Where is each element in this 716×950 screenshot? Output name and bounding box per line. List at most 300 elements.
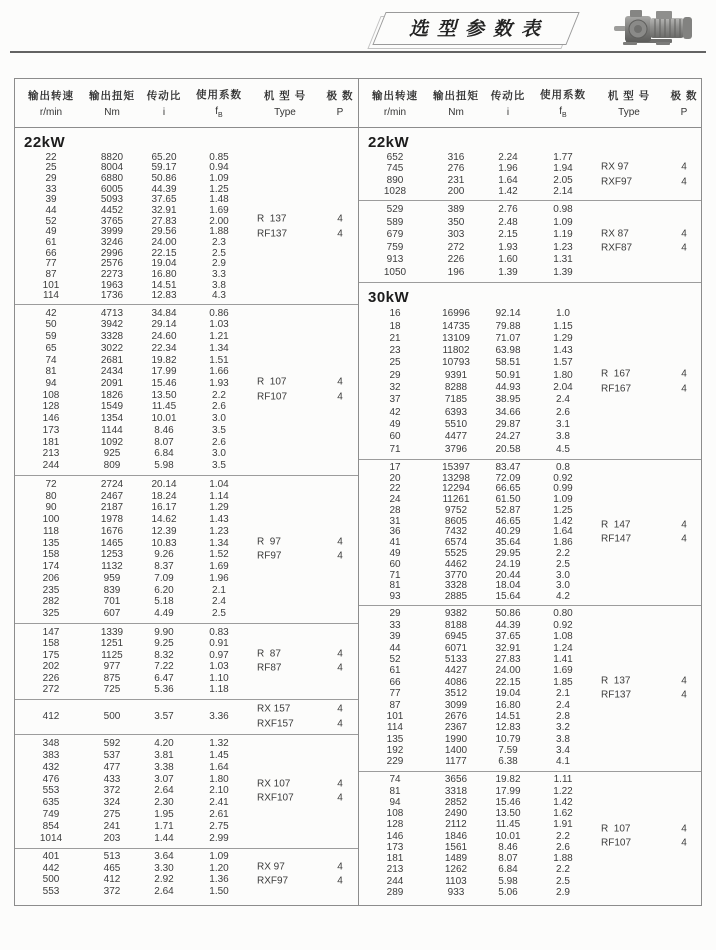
cell-ratio: 3.38: [154, 761, 174, 773]
pole-count: 4: [337, 875, 343, 887]
cell-ratio: 9.90: [154, 626, 174, 638]
cell-torque: 701: [103, 596, 121, 608]
cell-ratio: 15.46: [495, 796, 521, 808]
cell-ratio: 17.99: [495, 785, 521, 797]
cell-speed: 500: [42, 874, 60, 886]
cell-torque: 3246: [100, 236, 124, 248]
cell-speed: 74: [389, 774, 401, 786]
cell-ratio: 12.39: [151, 525, 177, 537]
cell-factor: 0.85: [209, 151, 229, 163]
cell-factor: 4.2: [556, 591, 570, 603]
cell-torque: 1676: [100, 525, 124, 537]
cell-torque: 2681: [100, 354, 124, 366]
cell-torque: 1339: [100, 626, 124, 638]
cell-speed: 28: [389, 504, 401, 516]
cell-factor: 0.97: [209, 649, 229, 661]
cell-torque: 925: [103, 448, 121, 460]
cell-torque: 5133: [444, 653, 468, 665]
cell-speed: 432: [42, 761, 60, 773]
cell-speed: 1014: [39, 833, 63, 845]
cell-factor: 1.93: [209, 378, 229, 390]
type-label: RF107: [601, 837, 632, 849]
cell-speed: 679: [386, 229, 404, 241]
pole-count: 4: [337, 550, 343, 562]
cell-factor: 1.31: [553, 254, 573, 266]
table-row: [15, 426, 358, 436]
cell-ratio: 58.51: [495, 357, 521, 369]
cell-speed: 52: [45, 215, 57, 227]
cell-speed: 22: [389, 483, 401, 495]
cell-speed: 17: [389, 461, 401, 473]
cell-torque: 1125: [101, 649, 123, 661]
cell-factor: 1.77: [553, 152, 573, 164]
cell-factor: 2.14: [553, 185, 573, 197]
model-type-line: [247, 860, 357, 875]
cell-speed: 325: [42, 608, 60, 620]
cell-speed: 147: [42, 626, 60, 638]
cell-factor: 2.99: [209, 833, 229, 845]
cell-ratio: 1.44: [154, 833, 174, 845]
column-header: [667, 88, 701, 118]
cell-torque: 4713: [100, 307, 124, 319]
model-type-line: [591, 533, 701, 548]
cell-speed: 87: [389, 699, 401, 711]
cell-speed: 383: [42, 749, 60, 761]
cell-speed: 39: [45, 194, 57, 206]
cell-factor: 1.80: [553, 369, 573, 381]
cell-speed: 42: [45, 307, 57, 319]
table-row: [15, 291, 358, 301]
cell-torque: 839: [103, 584, 121, 596]
pole-count: 4: [681, 368, 687, 380]
cell-factor: 1.66: [209, 366, 229, 378]
column-header-unit: r/min: [383, 107, 407, 118]
cell-factor: 2.2: [556, 548, 570, 560]
column-header-unit: $f_B$: [559, 106, 567, 119]
cell-torque: 1978: [100, 514, 124, 526]
cell-ratio: 72.09: [495, 472, 521, 484]
block-rows: [359, 307, 701, 457]
column-header-zh: 输出扭矩: [89, 90, 135, 102]
param-block: [359, 459, 701, 605]
cell-factor: 1.41: [553, 653, 573, 665]
cell-torque: 372: [103, 785, 121, 797]
type-label: R 87: [257, 648, 281, 659]
cell-ratio: 14.51: [151, 279, 177, 291]
cell-factor: 1.34: [209, 342, 229, 354]
cell-ratio: 1.39: [498, 266, 518, 278]
table-row: [359, 484, 701, 494]
cell-torque: 2112: [445, 819, 467, 831]
table-column-right: [358, 128, 701, 905]
cell-ratio: 7.59: [498, 745, 518, 757]
table-row: [15, 259, 358, 269]
cell-ratio: 5.98: [154, 460, 174, 472]
cell-factor: 3.1: [556, 418, 570, 430]
column-header-unit: $f_B$: [215, 106, 223, 119]
cell-ratio: 1.60: [498, 254, 518, 266]
cell-factor: 1.34: [209, 537, 229, 549]
cell-speed: 39: [389, 631, 401, 643]
table-row: [15, 597, 358, 607]
cell-ratio: 13.50: [151, 389, 177, 401]
cell-torque: 9391: [444, 369, 468, 381]
cell-factor: 1.19: [553, 229, 573, 241]
cell-torque: 275: [103, 809, 121, 821]
type-label: RXF97: [257, 875, 289, 887]
pole-count: 4: [681, 161, 687, 173]
cell-ratio: 6.38: [498, 756, 518, 768]
cell-torque: 1400: [444, 745, 468, 757]
type-label: R 137: [601, 675, 631, 686]
column-header-zh: 输出转速: [28, 90, 74, 102]
model-type-group: [591, 368, 701, 397]
cell-torque: 607: [103, 608, 121, 620]
table-row: [15, 834, 358, 844]
cell-ratio: 15.64: [495, 591, 521, 603]
table-row: [359, 495, 701, 505]
table-row: [359, 632, 701, 642]
cell-factor: 2.5: [556, 558, 570, 570]
block-rows: [15, 152, 358, 302]
cell-factor: 1.64: [553, 526, 573, 538]
param-block: [15, 734, 358, 848]
type-label: R 107: [601, 823, 631, 834]
cell-torque: 2996: [100, 247, 124, 259]
column-header-unit: r/min: [39, 107, 63, 118]
cell-factor: 1.04: [209, 478, 229, 490]
cell-factor: 2.5: [212, 608, 226, 620]
cell-speed: 66: [389, 676, 401, 688]
cell-ratio: 63.98: [495, 345, 521, 357]
pole-count: 4: [337, 792, 343, 804]
cell-factor: 1.39: [553, 266, 573, 278]
cell-torque: 7185: [444, 394, 468, 406]
table-row: [359, 395, 701, 405]
column-header: [481, 88, 535, 118]
table-row: [359, 463, 701, 473]
cell-factor: 2.4: [212, 596, 226, 608]
cell-factor: 2.41: [209, 797, 229, 809]
cell-speed: 173: [386, 841, 404, 853]
pole-count: 4: [337, 648, 343, 659]
cell-torque: 537: [103, 749, 121, 761]
model-type-line: [247, 792, 357, 807]
cell-torque: 1251: [100, 638, 124, 650]
cell-factor: 0.80: [553, 608, 573, 620]
cell-speed: 749: [42, 809, 60, 821]
model-type-group: [247, 376, 357, 405]
cell-ratio: 6.84: [498, 864, 518, 876]
block-rows: [15, 737, 358, 846]
cell-factor: 1.51: [209, 354, 229, 366]
pole-count: 4: [681, 519, 687, 530]
cell-torque: 8288: [444, 382, 468, 394]
table-row: [359, 787, 701, 797]
cell-ratio: 2.48: [498, 216, 518, 228]
cell-speed: 101: [42, 279, 60, 291]
cell-torque: 1177: [445, 756, 467, 768]
model-type-line: [591, 368, 701, 383]
cell-speed: 529: [386, 204, 404, 216]
cell-speed: 235: [42, 584, 60, 596]
cell-ratio: 20.14: [151, 478, 177, 490]
cell-speed: 181: [386, 853, 404, 864]
cell-ratio: 8.07: [498, 853, 518, 864]
cell-torque: 959: [103, 572, 121, 584]
cell-ratio: 1.42: [498, 185, 518, 197]
cell-torque: 933: [447, 886, 465, 898]
cell-ratio: 7.09: [154, 572, 174, 584]
cell-factor: 3.3: [212, 268, 226, 280]
table-row: [15, 449, 358, 459]
cell-speed: 442: [42, 862, 60, 874]
cell-speed: 282: [42, 596, 60, 608]
cell-speed: 81: [389, 580, 401, 592]
cell-torque: 3318: [444, 785, 468, 797]
cell-torque: 433: [103, 773, 121, 785]
table-row: [359, 609, 701, 619]
column-header-zh: 使用系数: [540, 89, 586, 101]
cell-factor: 4.3: [212, 290, 226, 302]
model-type-line: [591, 382, 701, 397]
cell-factor: 1.48: [209, 194, 229, 206]
cell-speed: 114: [387, 722, 403, 734]
type-label: RF167: [601, 383, 632, 394]
cell-ratio: 34.84: [151, 307, 177, 319]
table-row: [15, 163, 358, 173]
cell-ratio: 5.06: [498, 886, 518, 898]
table-row: [15, 153, 358, 163]
cell-ratio: 22.15: [151, 247, 177, 259]
cell-torque: 1144: [101, 424, 123, 436]
cell-speed: 61: [389, 665, 401, 677]
table-row: [15, 461, 358, 471]
pole-count: 4: [681, 689, 687, 701]
cell-speed: 244: [42, 460, 60, 472]
cell-ratio: 16.80: [151, 268, 177, 280]
column-header: [247, 88, 323, 118]
cell-factor: 2.2: [556, 864, 570, 876]
cell-ratio: 2.30: [154, 797, 174, 809]
cell-torque: 500: [103, 711, 121, 722]
cell-torque: 3328: [100, 331, 124, 343]
model-type-line: [247, 213, 357, 228]
cell-speed: 108: [42, 389, 60, 401]
table-row: [359, 322, 701, 332]
cell-factor: 2.4: [556, 699, 570, 711]
cell-speed: 206: [42, 572, 60, 584]
cell-ratio: 8.37: [154, 561, 174, 573]
cell-torque: 272: [447, 241, 465, 253]
model-type-line: [247, 777, 357, 792]
param-block: [15, 475, 358, 623]
cell-torque: 10793: [442, 357, 470, 369]
cell-ratio: 12.83: [151, 290, 177, 302]
cell-factor: 3.0: [212, 413, 226, 425]
cell-torque: 8004: [100, 162, 124, 174]
cell-factor: 2.61: [209, 809, 229, 821]
cell-torque: 1092: [100, 436, 124, 448]
cell-torque: 231: [447, 174, 465, 186]
cell-ratio: 9.26: [154, 549, 174, 561]
param-block: [15, 699, 358, 734]
param-block: [359, 605, 701, 771]
cell-factor: 2.10: [209, 785, 229, 797]
cell-factor: 1.22: [553, 785, 573, 797]
cell-ratio: 24.00: [151, 236, 177, 248]
cell-factor: 1.09: [209, 851, 229, 863]
type-label: R 137: [257, 213, 287, 225]
cell-speed: 854: [42, 821, 60, 833]
cell-torque: 7432: [444, 526, 468, 538]
cell-speed: 81: [389, 785, 401, 797]
table-row: [15, 438, 358, 448]
cell-ratio: 29.87: [495, 418, 521, 430]
cell-factor: 3.0: [556, 580, 570, 592]
cell-ratio: 10.01: [151, 413, 177, 425]
cell-torque: 1132: [101, 561, 123, 573]
cell-factor: 1.09: [209, 172, 229, 184]
cell-speed: 50: [45, 319, 57, 331]
cell-factor: 1.25: [209, 183, 229, 195]
cell-factor: 1.91: [553, 819, 573, 831]
cell-factor: 2.1: [212, 584, 226, 596]
model-type-line: [247, 875, 357, 890]
cell-speed: 412: [42, 711, 60, 722]
cell-factor: 2.9: [212, 258, 226, 270]
column-header-unit: Nm: [104, 107, 120, 118]
type-label: RXF87: [601, 242, 633, 254]
table-row: [359, 420, 701, 430]
table-row: [359, 757, 701, 767]
cell-ratio: 1.96: [498, 163, 518, 175]
table-row: [15, 249, 358, 259]
cell-ratio: 3.81: [154, 749, 174, 761]
cell-ratio: 44.39: [151, 183, 177, 195]
model-type-group: [247, 703, 357, 732]
cell-speed: 202: [42, 661, 60, 673]
cell-factor: 1.42: [553, 515, 573, 527]
table-row: [359, 205, 701, 215]
table-row: [359, 560, 701, 570]
cell-torque: 6071: [444, 642, 468, 654]
cell-factor: 3.36: [209, 711, 229, 722]
param-block: [15, 848, 358, 900]
cell-torque: 2852: [444, 796, 468, 808]
table-row: [359, 723, 701, 733]
cell-torque: 809: [103, 460, 121, 472]
cell-factor: 1.18: [209, 684, 229, 696]
cell-speed: 476: [42, 773, 60, 785]
cell-speed: 146: [386, 830, 404, 842]
cell-speed: 87: [45, 268, 57, 280]
type-label: RF87: [257, 662, 282, 674]
cell-torque: 16996: [442, 308, 470, 320]
type-label: RF137: [601, 689, 632, 701]
cell-speed: 90: [45, 502, 57, 514]
table-row: [15, 751, 358, 761]
cell-ratio: 22.15: [495, 676, 521, 688]
cell-speed: 192: [386, 745, 404, 757]
table-row: [359, 592, 701, 602]
cell-torque: 3942: [100, 319, 124, 331]
cell-ratio: 38.95: [495, 394, 521, 406]
type-label: R 97: [257, 536, 281, 547]
cell-speed: 890: [386, 174, 404, 186]
model-type-line: [247, 535, 357, 550]
cell-torque: 465: [103, 862, 121, 874]
cell-torque: 977: [103, 661, 121, 673]
type-label: RX 97: [257, 861, 285, 872]
cell-ratio: 10.01: [495, 830, 521, 842]
cell-ratio: 3.64: [154, 851, 174, 863]
cell-speed: 36: [389, 526, 401, 538]
cell-torque: 2885: [444, 591, 468, 603]
cell-ratio: 50.91: [495, 369, 521, 381]
cell-speed: 181: [42, 436, 60, 448]
block-rows: [359, 774, 701, 899]
cell-ratio: 50.86: [495, 608, 521, 620]
table-row: [15, 574, 358, 584]
cell-torque: 1826: [100, 389, 124, 401]
cell-ratio: 12.83: [495, 722, 521, 734]
cell-ratio: 8.07: [154, 436, 174, 448]
model-type-line: [247, 227, 357, 242]
cell-torque: 1262: [444, 864, 468, 876]
param-block: [359, 771, 701, 901]
cell-factor: 0.99: [553, 483, 573, 495]
cell-factor: 1.62: [553, 808, 573, 819]
cell-ratio: 83.47: [495, 461, 521, 473]
column-header: [137, 88, 191, 118]
cell-ratio: 8.32: [154, 649, 174, 661]
cell-speed: 81: [45, 366, 57, 378]
cell-speed: 32: [389, 382, 401, 394]
cell-torque: 1465: [100, 537, 124, 549]
cell-factor: 2.6: [212, 401, 226, 413]
cell-speed: 229: [386, 756, 404, 768]
cell-factor: 2.5: [212, 247, 226, 259]
pole-count: 4: [337, 536, 343, 547]
cell-ratio: 65.20: [151, 151, 177, 163]
cell-ratio: 79.88: [495, 320, 521, 332]
cell-ratio: 7.22: [154, 661, 174, 673]
cell-torque: 5510: [444, 418, 468, 430]
cell-ratio: 40.29: [495, 526, 521, 538]
cell-speed: 37: [389, 394, 401, 406]
cell-speed: 29: [389, 369, 401, 381]
cell-factor: 2.3: [212, 236, 226, 248]
cell-torque: 8605: [444, 515, 468, 527]
cell-factor: 1.42: [553, 796, 573, 808]
cell-ratio: 20.44: [495, 569, 521, 581]
table-row: [359, 549, 701, 559]
pole-count: 4: [337, 861, 343, 872]
model-type-group: [247, 647, 357, 676]
column-header: [591, 88, 667, 118]
cell-speed: 18: [389, 320, 401, 332]
cell-ratio: 27.83: [495, 653, 521, 665]
cell-speed: 173: [42, 424, 60, 436]
type-label: RX 87: [601, 228, 629, 239]
cell-factor: 1.43: [209, 514, 229, 526]
block-rows: [359, 152, 701, 198]
cell-torque: 2467: [100, 490, 124, 502]
table-row: [15, 503, 358, 513]
cell-ratio: 2.92: [154, 874, 174, 886]
cell-factor: 2.6: [556, 841, 570, 853]
